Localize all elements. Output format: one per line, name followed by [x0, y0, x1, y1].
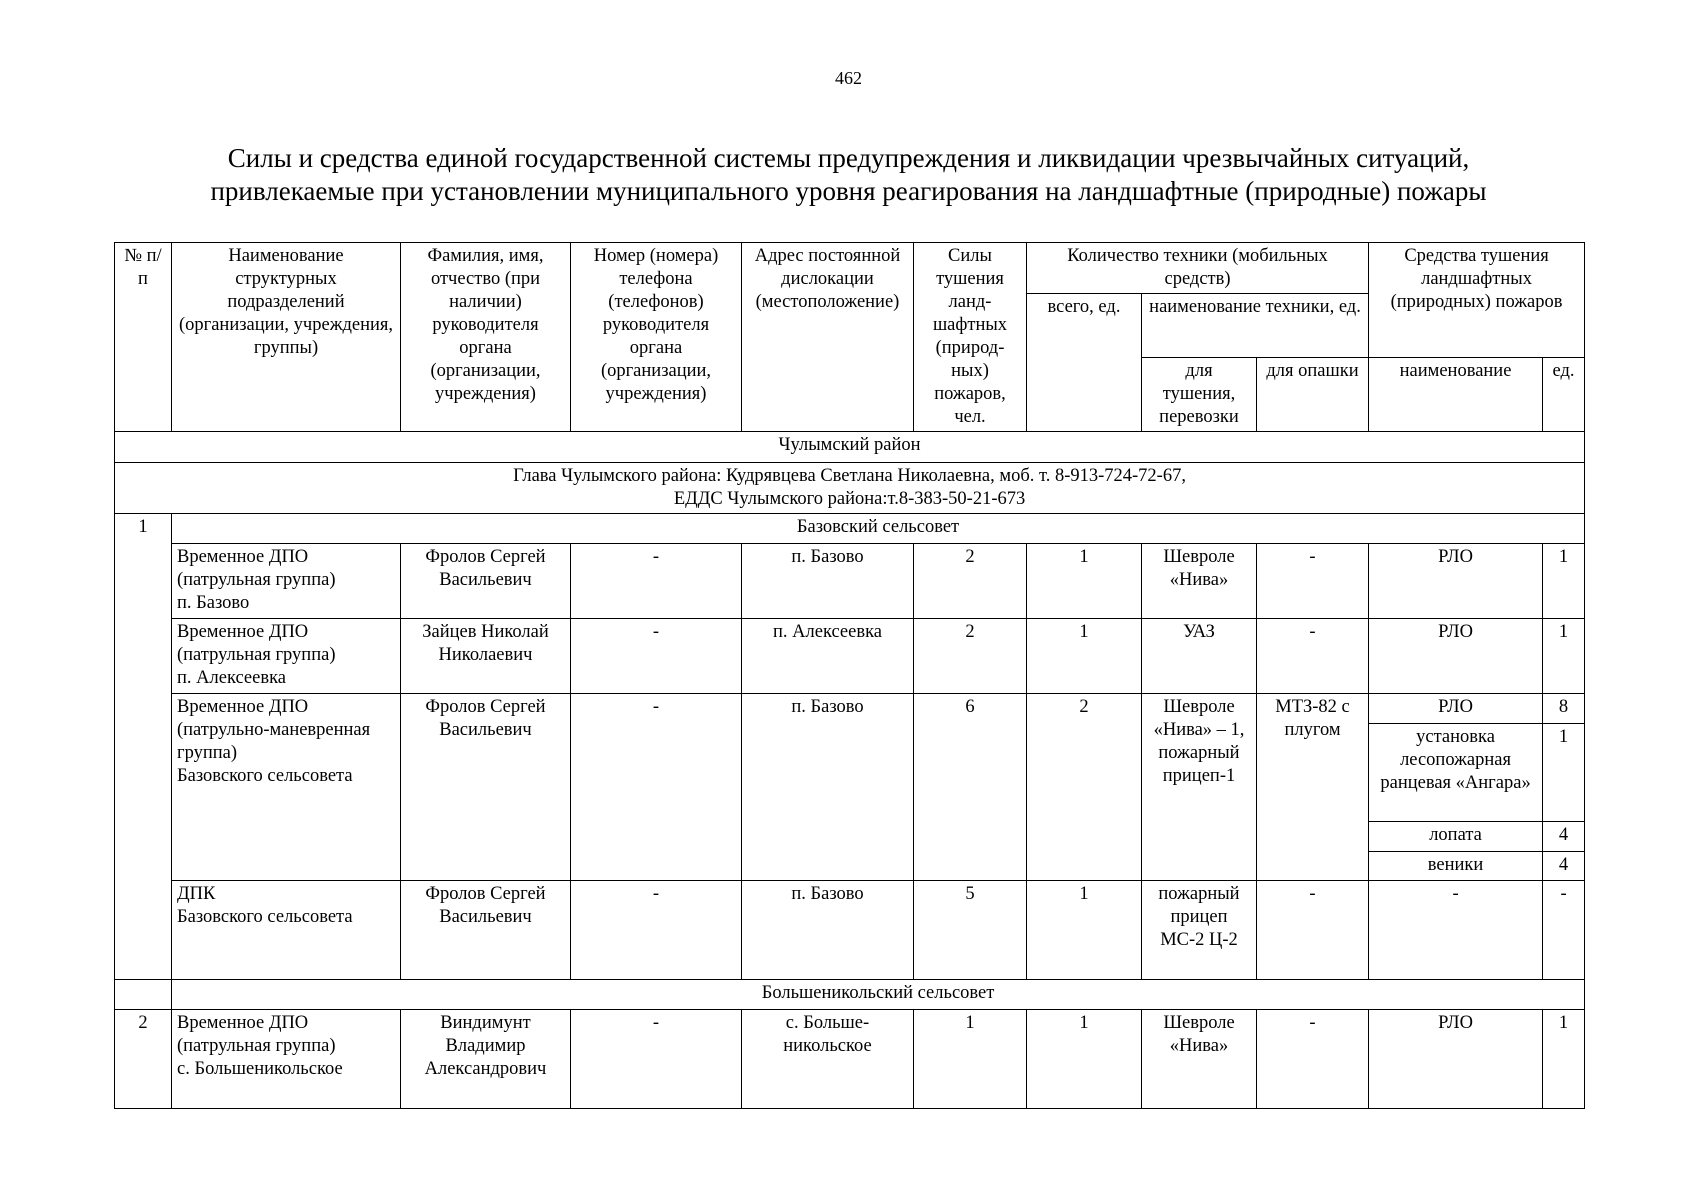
unit-name	[172, 544, 401, 619]
unit-line: (патрульная группа)	[177, 570, 336, 590]
unit-line: Временное ДПО	[177, 622, 309, 642]
means-name: веники	[1369, 852, 1543, 881]
header-transport: для тушения, перевозки	[1142, 358, 1257, 432]
table-row	[115, 1010, 1585, 1109]
unit-name	[172, 694, 401, 881]
phone: -	[571, 544, 742, 619]
address: п. Базово	[742, 544, 914, 619]
means-name: РЛО	[1369, 619, 1543, 694]
header-plowing: для опашки	[1257, 358, 1369, 432]
header-vehicle-name: наименование техники, ед.	[1142, 294, 1369, 358]
means-qty: 1	[1543, 544, 1585, 619]
vehicle-plowing: -	[1257, 544, 1369, 619]
address: с. Больше-никольское	[742, 1010, 914, 1109]
table-row	[115, 619, 1585, 694]
means-name: установка лесопожарная ранцевая «Ангара»	[1369, 724, 1543, 822]
unit-name	[172, 881, 401, 980]
head-name: Зайцев Николай Николаевич	[401, 619, 571, 694]
phone: -	[571, 694, 742, 881]
phone: -	[571, 1010, 742, 1109]
district-row	[115, 432, 1585, 463]
page-number: 462	[835, 68, 862, 88]
title-line-1: Силы и средства единой государственной системы предупреждения и ликвидации чрезвычайных ситуаций,	[227, 143, 1470, 173]
unit-line: Базовского сельсовета	[177, 907, 353, 927]
header-means-name: наименование	[1369, 358, 1543, 432]
vehicle-total: 1	[1027, 544, 1142, 619]
header-head: Фамилия, имя, отчество (при наличии) руководителя органа (организации, учреждения)	[401, 243, 571, 432]
head-name: Виндимунт Владимир Александрович	[401, 1010, 571, 1109]
group-number: 2	[115, 1010, 172, 1109]
means-qty: -	[1543, 881, 1585, 980]
forces: 6	[914, 694, 1027, 881]
header-total: всего, ед.	[1027, 294, 1142, 432]
means-qty: 8	[1543, 694, 1585, 724]
district-head-row	[115, 463, 1585, 514]
header-unit: Наименование структурных подразделений (организации, учреждения, группы)	[172, 243, 401, 432]
means-qty: 1	[1543, 619, 1585, 694]
group-spacer	[115, 980, 172, 1010]
header-num: № п/п	[115, 243, 172, 432]
means-qty: 4	[1543, 852, 1585, 881]
vehicle-total: 2	[1027, 694, 1142, 881]
unit-line: с. Большеникольское	[177, 1059, 343, 1079]
vehicle-total: 1	[1027, 1010, 1142, 1109]
means-name: РЛО	[1369, 1010, 1543, 1109]
means-name: РЛО	[1369, 544, 1543, 619]
head-name: Фролов Сергей Васильевич	[401, 694, 571, 881]
vehicle-plowing: -	[1257, 881, 1369, 980]
head-name: Фролов Сергей Васильевич	[401, 881, 571, 980]
unit-line: (патрульная группа)	[177, 645, 336, 665]
means-name: -	[1369, 881, 1543, 980]
district-head-line-2: ЕДДС Чулымского района:т.8-383-50-21-673	[673, 489, 1026, 509]
table-row	[115, 544, 1585, 619]
group-row	[115, 980, 1585, 1010]
unit-line: Временное ДПО	[177, 547, 309, 567]
title-line-2: привлекаемые при установлении муниципального уровня реагирования на ландшафтные (природные) пожары	[210, 176, 1487, 206]
header-row-1	[115, 243, 1585, 294]
means-name: РЛО	[1369, 694, 1543, 724]
vehicle-transport: Шевроле «Нива»	[1142, 1010, 1257, 1109]
means-qty: 1	[1543, 724, 1585, 822]
phone: -	[571, 619, 742, 694]
address: п. Базово	[742, 694, 914, 881]
vehicle-transport: Шевроле «Нива»	[1142, 544, 1257, 619]
vehicle-total: 1	[1027, 881, 1142, 980]
vehicle-transport: УАЗ	[1142, 619, 1257, 694]
district-head	[115, 463, 1585, 514]
header-phone: Номер (номера) телефона (телефонов) руководителя органа (организации, учреждения)	[571, 243, 742, 432]
means-qty: 1	[1543, 1010, 1585, 1109]
forces: 1	[914, 1010, 1027, 1109]
header-vehicles: Количество техники (мобильных средств)	[1027, 243, 1369, 294]
unit-line: Временное ДПО	[177, 697, 309, 717]
document-title	[0, 142, 1697, 208]
district-name: Чулымский район	[115, 432, 1585, 463]
forces: 2	[914, 619, 1027, 694]
vehicle-plowing: -	[1257, 619, 1369, 694]
vehicle-plowing: МТЗ-82 с плугом	[1257, 694, 1369, 881]
group-row	[115, 514, 1585, 544]
unit-line: Временное ДПО	[177, 1013, 309, 1033]
unit-line: Базовского сельсовета	[177, 766, 353, 786]
unit-line: п. Алексеевка	[177, 668, 286, 688]
head-name: Фролов Сергей Васильевич	[401, 544, 571, 619]
vehicle-plowing: -	[1257, 1010, 1369, 1109]
group-name: Большеникольский сельсовет	[172, 980, 1585, 1010]
vehicle-transport: Шевроле «Нива» – 1, пожарный прицеп-1	[1142, 694, 1257, 881]
unit-name	[172, 619, 401, 694]
header-address: Адрес постоянной дислокации (местоположение)	[742, 243, 914, 432]
means-qty: 4	[1543, 822, 1585, 852]
header-units: ед.	[1543, 358, 1585, 432]
forces: 2	[914, 544, 1027, 619]
means-name: лопата	[1369, 822, 1543, 852]
address: п. Базово	[742, 881, 914, 980]
district-head-line-1: Глава Чулымского района: Кудрявцева Светлана Николаевна, моб. т. 8-913-724-72-67,	[513, 466, 1186, 486]
table-row	[115, 881, 1585, 980]
phone: -	[571, 881, 742, 980]
address: п. Алексеевка	[742, 619, 914, 694]
forces: 5	[914, 881, 1027, 980]
unit-line: ДПК	[177, 884, 216, 904]
unit-line: (патрульная группа)	[177, 1036, 336, 1056]
group-number: 1	[115, 514, 172, 980]
table-row	[115, 694, 1585, 724]
vehicle-transport: пожарный прицеп МС-2 Ц-2	[1142, 881, 1257, 980]
forces-table	[114, 242, 1585, 1109]
header-forces: Силы тушения ланд-шафтных (природ-ных) пожаров, чел.	[914, 243, 1027, 432]
unit-name	[172, 1010, 401, 1109]
unit-line: п. Базово	[177, 593, 250, 613]
vehicle-total: 1	[1027, 619, 1142, 694]
group-name: Базовский сельсовет	[172, 514, 1585, 544]
header-means: Средства тушения ландшафтных (природных) пожаров	[1369, 243, 1585, 358]
unit-line: (патрульно-маневренная группа)	[177, 720, 371, 763]
